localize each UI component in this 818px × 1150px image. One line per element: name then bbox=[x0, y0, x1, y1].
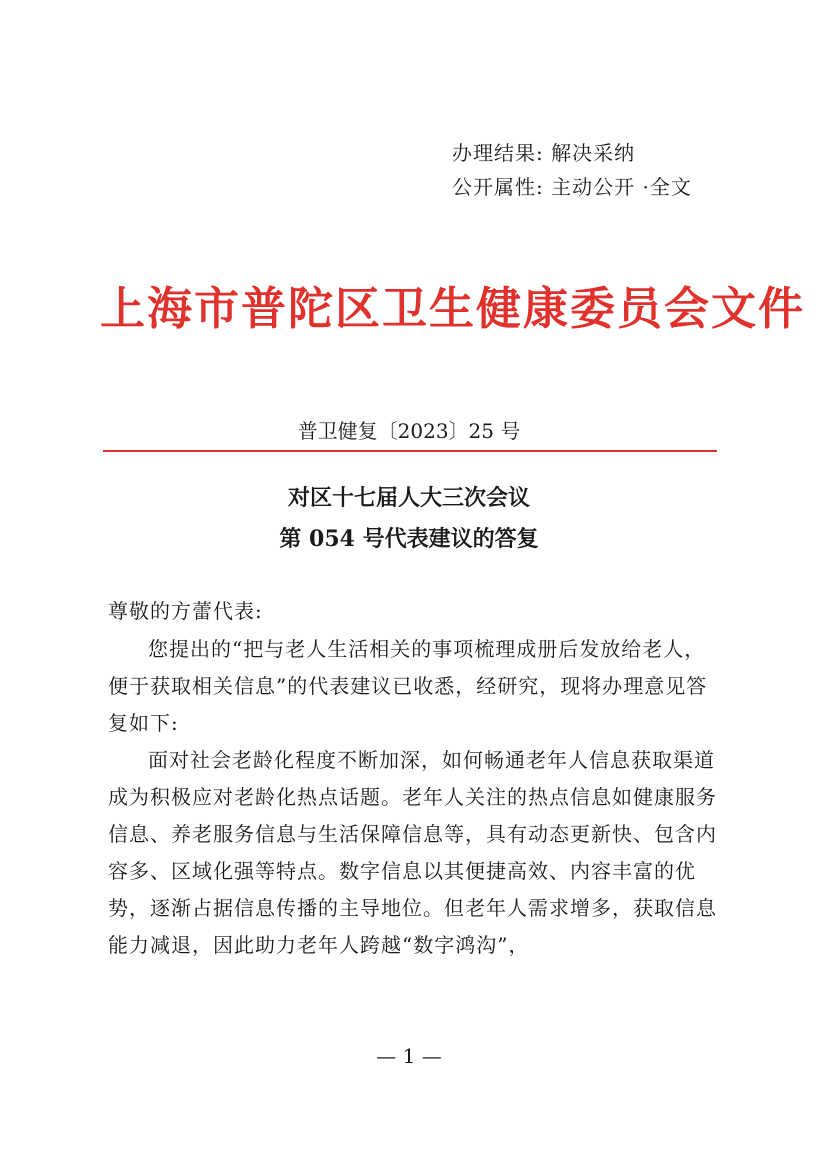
body-paragraph-2: 面对社会老龄化程度不断加深，如何畅通老年人信息获取渠道成为积极应对老龄化热点话题。老年人关注的热点信息如健康服务信息、养老服务信息与生活保障信息等，具有动态更新快、包含内容多、区域化强等特点。数字信息以其便捷高效、内容丰富的优势，逐渐占据信息传播的主导地位。但老年人需求增多，获取信息能力减退，因此助力老年人跨越“数字鸿沟”， bbox=[108, 748, 717, 957]
document-title-line-1: 对区十七届人大三次会议 bbox=[287, 485, 530, 511]
disclosure-line bbox=[452, 171, 692, 200]
red-divider bbox=[103, 450, 717, 452]
greeting: 尊敬的方蕾代表: bbox=[108, 599, 263, 623]
result-label: 办理结果: bbox=[452, 141, 544, 165]
body-paragraph-1: 您提出的“把与老人生活相关的事项梳理成册后发放给老人，便于获取相关信息”的代表建议已收悉，经研究，现将办理意见答复如下: bbox=[108, 637, 708, 735]
issuer-banner: 上海市普陀区卫生健康委员会文件 bbox=[100, 282, 806, 335]
disclosure-value: 主动公开 ·全文 bbox=[551, 175, 692, 199]
result-line bbox=[452, 137, 635, 166]
document-number: 普卫健复〔2023〕25 号 bbox=[297, 419, 521, 443]
result-value: 解决采纳 bbox=[551, 141, 636, 165]
document-title-line-2: 第 054 号代表建议的答复 bbox=[279, 526, 539, 552]
page-number: — 1 — bbox=[376, 1044, 442, 1068]
disclosure-label: 公开属性: bbox=[452, 175, 544, 199]
